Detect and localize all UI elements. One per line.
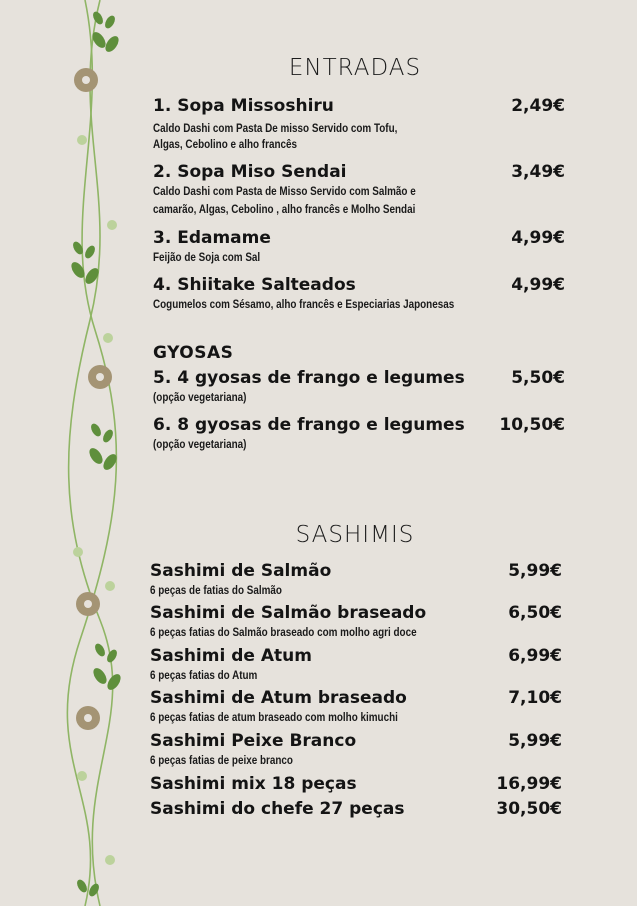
item-description: camarão, Algas, Cebolino , alho francês e Molho Sendai: [153, 204, 416, 216]
item-name: Sashimi de Salmão braseado: [150, 603, 427, 623]
section-title-gyosas: GYOSAS: [153, 343, 234, 363]
item-description: Feijão de Soja com Sal: [153, 252, 261, 264]
menu-item: [153, 368, 565, 408]
item-price: 30,50€: [496, 799, 562, 819]
menu-item: [150, 646, 562, 686]
menu-item: [153, 228, 565, 268]
item-name: 2. Sopa Miso Sendai: [153, 162, 347, 182]
item-price: 5,99€: [508, 561, 562, 581]
menu-item: [150, 731, 562, 771]
item-description: 6 peças fatias de atum braseado com molho kimuchi: [150, 712, 398, 724]
item-price: 5,99€: [508, 731, 562, 751]
menu-item: [153, 275, 565, 315]
item-name: 3. Edamame: [153, 228, 271, 248]
item-description: Caldo Dashi com Pasta De misso Servido com Tofu,: [153, 123, 398, 135]
flower-icon: [107, 220, 117, 230]
menu-item: [150, 774, 562, 798]
flower-icon: [105, 581, 115, 591]
item-price: 5,50€: [511, 368, 565, 388]
flower-icon: [73, 547, 83, 557]
menu-item: [150, 799, 562, 823]
flower-icon: [77, 771, 87, 781]
menu-item: [153, 96, 565, 156]
menu-item: [150, 603, 562, 643]
leaf-icon: [91, 642, 124, 692]
item-name: Sashimi do chefe 27 peças: [150, 799, 405, 819]
item-description: (opção vegetariana): [153, 439, 247, 451]
item-name: 5. 4 gyosas de frango e legumes: [153, 368, 465, 388]
item-description: Algas, Cebolino e alho francês: [153, 139, 297, 151]
flower-icon: [105, 855, 115, 865]
item-description: 6 peças de fatias do Salmão: [150, 585, 282, 597]
item-name: 6. 8 gyosas de frango e legumes: [153, 415, 465, 435]
item-name: Sashimi mix 18 peças: [150, 774, 357, 794]
menu-item: [150, 561, 562, 601]
vine-decoration: [0, 0, 140, 906]
item-price: 3,49€: [511, 162, 565, 182]
item-name: Sashimi de Atum: [150, 646, 312, 666]
section-title-sashimis: SASHIMIS: [295, 522, 415, 548]
item-name: Sashimi de Salmão: [150, 561, 332, 581]
item-price: 6,99€: [508, 646, 562, 666]
item-description: 6 peças fatias de peixe branco: [150, 755, 293, 767]
item-price: 10,50€: [499, 415, 565, 435]
item-description: 6 peças fatias do Salmão braseado com molho agri doce: [150, 627, 417, 639]
item-price: 2,49€: [511, 96, 565, 116]
item-name: Sashimi Peixe Branco: [150, 731, 357, 751]
item-name: 1. Sopa Missoshiru: [153, 96, 334, 116]
item-name: Sashimi de Atum braseado: [150, 688, 407, 708]
item-price: 16,99€: [496, 774, 562, 794]
item-description: 6 peças fatias do Atum: [150, 670, 258, 682]
item-price: 6,50€: [508, 603, 562, 623]
item-price: 4,99€: [511, 228, 565, 248]
menu-item: [150, 688, 562, 728]
flower-icon: [103, 333, 113, 343]
item-description: (opção vegetariana): [153, 392, 247, 404]
item-description: Caldo Dashi com Pasta de Misso Servido com Salmão e: [153, 186, 416, 198]
item-description: Cogumelos com Sésamo, alho francês e Especiarias Japonesas: [153, 299, 455, 311]
item-price: 7,10€: [508, 688, 562, 708]
item-price: 4,99€: [511, 275, 565, 295]
section-title-entradas: ENTRADAS: [288, 55, 422, 81]
menu-item: [153, 162, 565, 222]
flower-icon: [77, 135, 87, 145]
item-name: 4. Shiitake Salteados: [153, 275, 356, 295]
menu-item: [153, 415, 565, 455]
